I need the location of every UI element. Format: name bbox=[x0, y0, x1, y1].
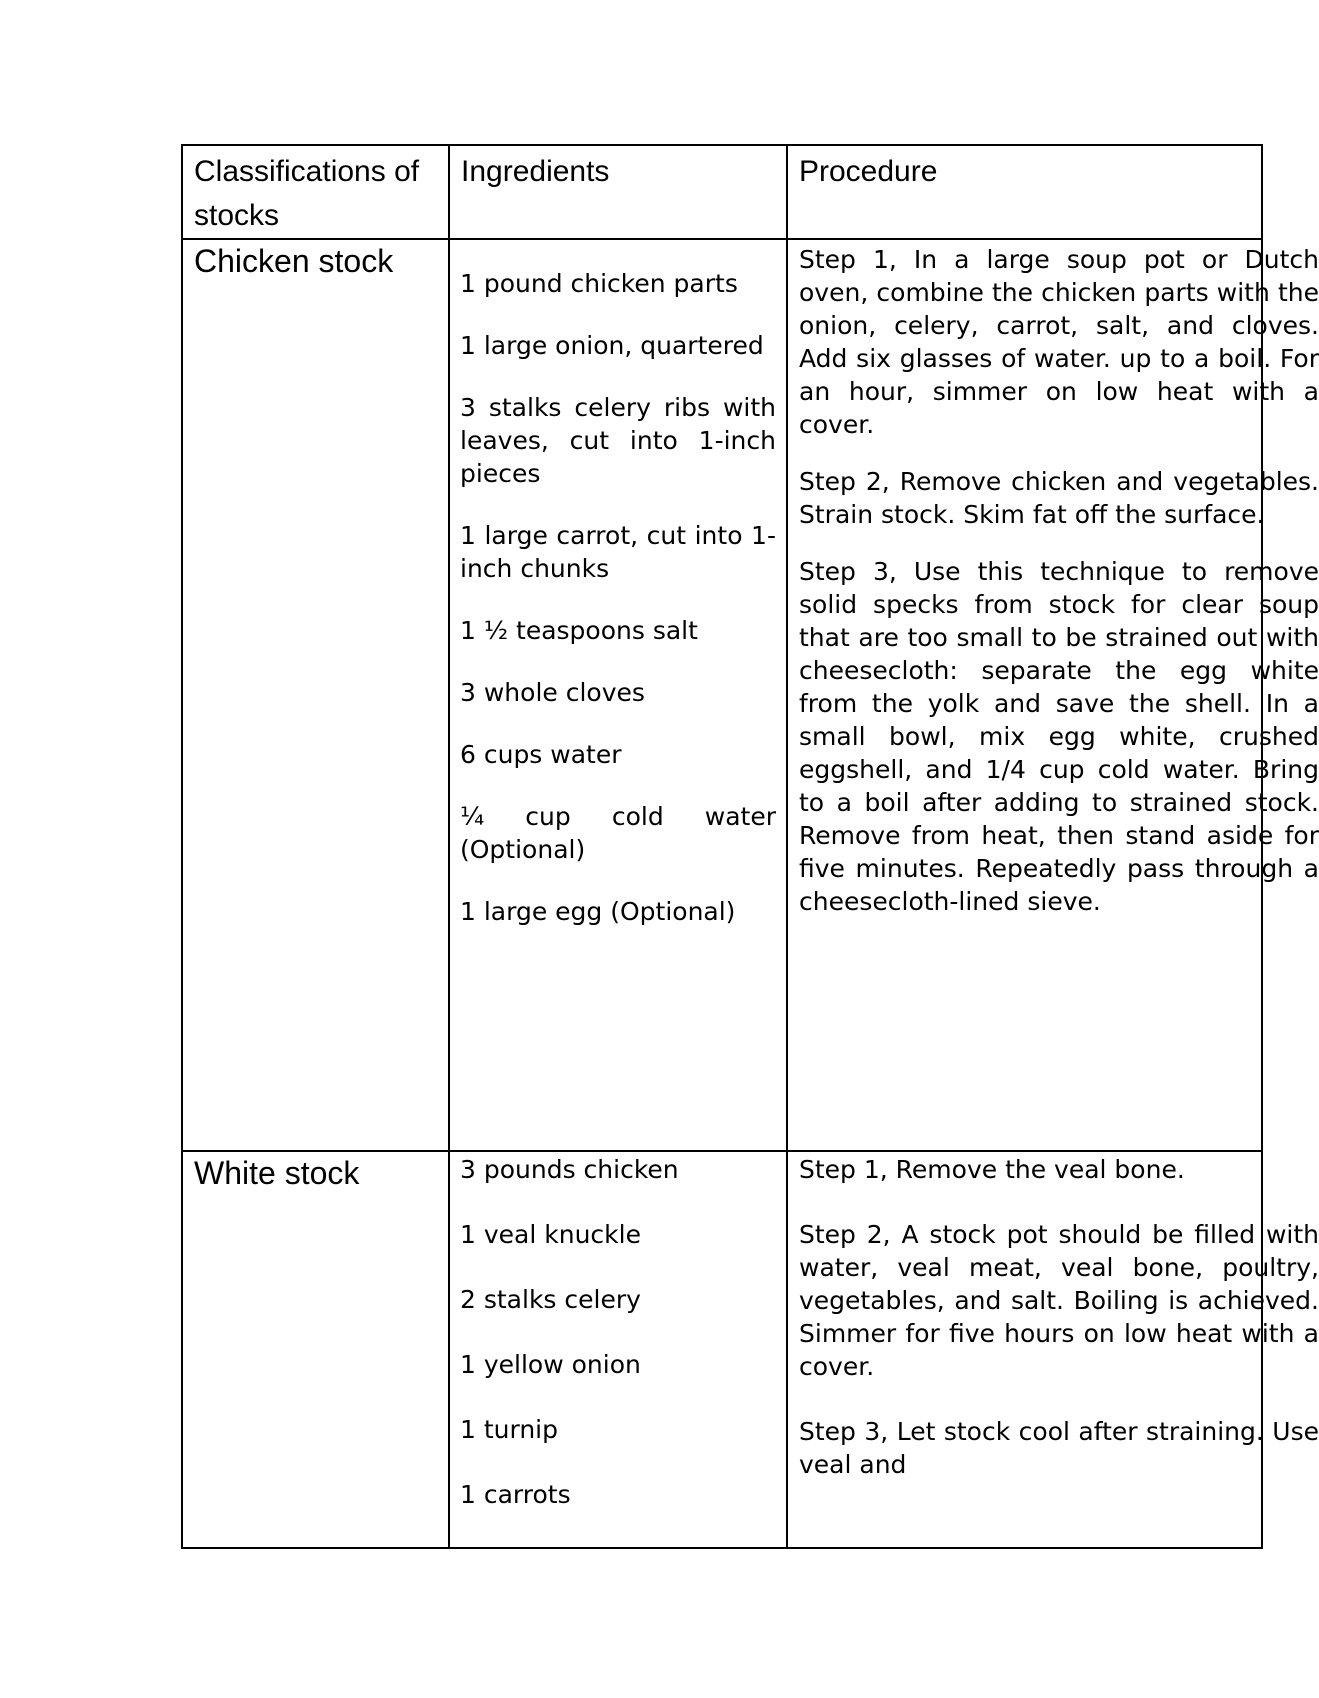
ingredient-item: 1 yellow onion bbox=[460, 1350, 641, 1379]
ingredient-item: 1 carrots bbox=[460, 1480, 571, 1509]
ingredient-item: 2 stalks celery bbox=[460, 1285, 641, 1314]
header-cell bbox=[449, 145, 787, 239]
classification-cell bbox=[182, 239, 449, 1151]
classification-chicken-stock: Chicken stock bbox=[194, 243, 394, 279]
classification-white-stock: White stock bbox=[194, 1155, 360, 1191]
ingredients-list bbox=[450, 240, 786, 928]
ingredient-item: 1 turnip bbox=[460, 1415, 558, 1444]
ingredient-item: 3 pounds chicken bbox=[460, 1155, 679, 1184]
header-cell bbox=[182, 145, 449, 239]
procedure-step: Step 1, In a large soup pot or Dutch oven, combine the chicken parts with the onion, celery, carrot, salt, and cloves. Add six glasses of water. up to a boil. For an hour, simmer on low heat with a cover. bbox=[799, 245, 1319, 439]
stocks-table bbox=[181, 144, 1319, 1549]
ingredients-list bbox=[450, 1152, 786, 1511]
ingredient-item: 1 large onion, quartered bbox=[460, 331, 764, 360]
ingredient-item: 6 cups water bbox=[460, 740, 622, 769]
table-header-row bbox=[182, 145, 1262, 239]
procedure-step: Step 3, Let stock cool after straining. Use veal and bbox=[799, 1417, 1319, 1479]
ingredient-item: 1 ½ teaspoons salt bbox=[460, 616, 698, 645]
header-ingredients: Ingredients bbox=[461, 155, 610, 188]
ingredient-item: 1 large carrot, cut into 1-inch chunks bbox=[460, 521, 776, 583]
procedure-step: Step 2, A stock pot should be filled with water, veal meat, veal bone, poultry, vegetables, and salt. Boiling is achieved. Simmer for five hours on low heat with a cover. bbox=[799, 1220, 1319, 1381]
ingredient-item: 3 whole cloves bbox=[460, 678, 645, 707]
ingredient-item: 1 pound chicken parts bbox=[460, 269, 738, 298]
header-classifications: Classifications of stocks bbox=[194, 155, 420, 232]
procedure-step: Step 1, Remove the veal bone. bbox=[799, 1155, 1185, 1184]
header-cell bbox=[787, 145, 1262, 239]
header-procedure: Procedure bbox=[799, 155, 938, 188]
table-row-white-stock bbox=[182, 1151, 1262, 1548]
ingredients-cell bbox=[449, 239, 787, 1151]
procedure-cell bbox=[787, 1151, 1319, 1548]
procedure-list bbox=[788, 240, 1319, 918]
procedure-step: Step 3, Use this technique to remove solid specks from stock for clear soup that are too small to be strained out with cheesecloth: separate the egg white from the yolk and save the shell. In a small bowl, mix egg white, crushed eggshell, and 1/4 cup cold water. Bring to a boil after adding to strained stock. Remove from heat, then stand aside for five minutes. Repeatedly pass through a cheesecloth-lined sieve. bbox=[799, 557, 1319, 916]
ingredient-item: 1 veal knuckle bbox=[460, 1220, 641, 1249]
procedure-list bbox=[788, 1152, 1319, 1481]
procedure-cell bbox=[787, 239, 1319, 1151]
classification-cell bbox=[182, 1151, 449, 1548]
procedure-step: Step 2, Remove chicken and vegetables. Strain stock. Skim fat off the surface. bbox=[799, 467, 1319, 529]
ingredients-cell bbox=[449, 1151, 787, 1548]
table-row-chicken-stock bbox=[182, 239, 1262, 1151]
ingredient-item: 3 stalks celery ribs with leaves, cut into 1-inch pieces bbox=[460, 393, 776, 488]
ingredient-item: 1 large egg (Optional) bbox=[460, 897, 736, 926]
ingredient-item: ¼ cup cold water (Optional) bbox=[460, 802, 776, 864]
